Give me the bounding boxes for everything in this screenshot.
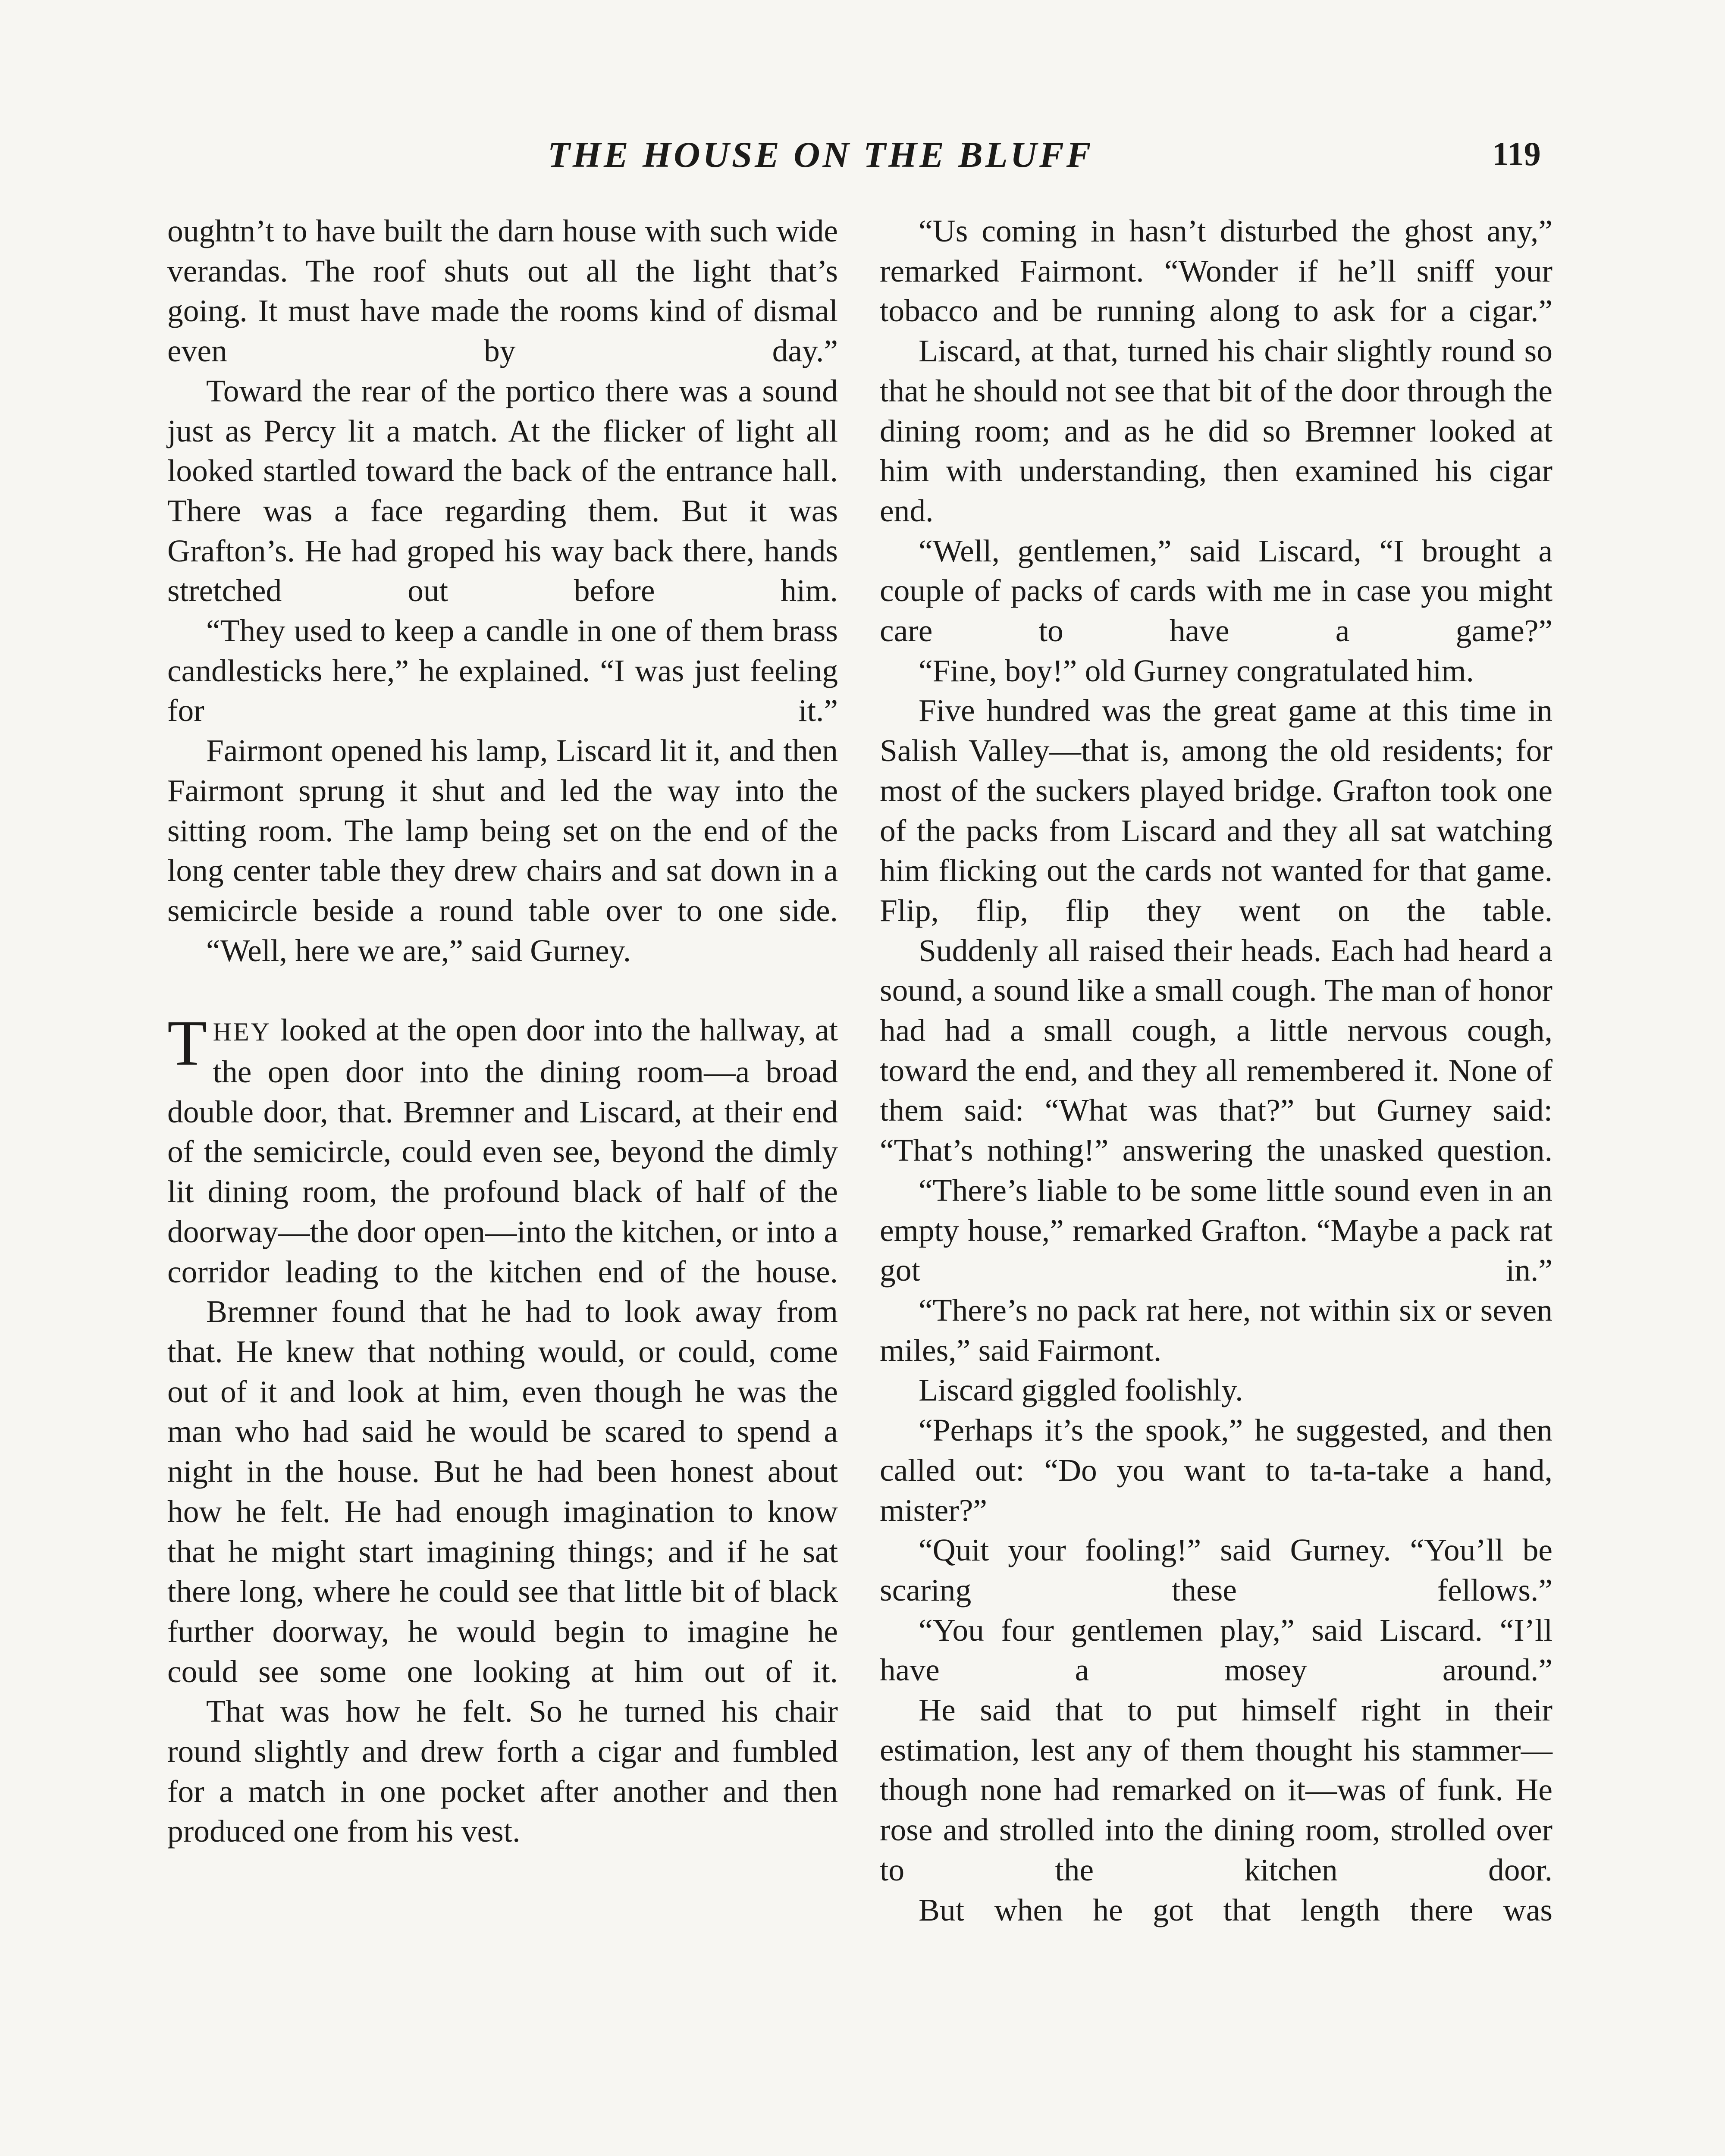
paragraph: “Us coming in hasn’t disturbed the ghost any,” remarked Fairmont. “Wonder if he’ll sniff your tobacco and be running along to ask for a cigar.” <box>880 213 1552 329</box>
paragraph: Suddenly all raised their heads. Each had heard a sound, a sound like a small cough. The man of honor had had a small cough, a little nervous cough, toward the end, and they all remembered it. None of them said: “What was that?” but Gurney said: “That’s nothing!” answering the unasked question. <box>880 933 1552 1168</box>
small-caps-lead: HEY <box>213 1018 271 1047</box>
paragraph: Five hundred was the great game at this time in Salish Valley—that is, among the old residents; for most of the suckers played bridge. Grafton took one of the packs from Liscard and they all sat watching him flicking out the cards not wanted for that game. Flip, flip, flip they went on the table. <box>880 693 1552 928</box>
paragraph: “Perhaps it’s the spook,” he suggested, and then called out: “Do you want to ta-ta-take a hand, mister?” <box>880 1413 1552 1528</box>
paragraph: Liscard giggled foolishly. <box>919 1373 1243 1408</box>
paragraph: “Well, here we are,” said Gurney. <box>206 933 631 968</box>
section-opening-paragraph <box>167 1007 838 1292</box>
paragraph: Bremner found that he had to look away from that. He knew that nothing would, or could, come out of it and look at him, even though he was the man who had said he would be scared to spend a night in the house. But he had been honest about how he felt. He had enough imagination to know that he might start imagining things; and if he sat there long, where he could see that little bit of black further doorway, he would begin to imagine he could see some one looking at him out of it. <box>167 1294 838 1689</box>
paragraph: That was how he felt. So he turned his chair round slightly and drew forth a cigar and fumbled for a match in one pocket after another and then produced one from his vest. <box>167 1694 838 1849</box>
paragraph: “Quit your fooling!” said Gurney. “You’ll be scaring these fellows.” <box>880 1532 1552 1608</box>
paragraph: Liscard, at that, turned his chair slightly round so that he should not see that bit of the door through the dining room; and as he did so Bremner looked at him with understanding, then examined his cigar end. <box>880 333 1552 528</box>
paragraph: He said that to put himself right in their estimation, lest any of them thought his stammer—though none had remarked on it—was of funk. He rose and strolled into the dining room, strolled over to the kitchen door. <box>880 1692 1552 1887</box>
page-number: 119 <box>1492 135 1541 172</box>
paragraph: oughtn’t to have built the darn house with such wide verandas. The roof shuts out all the light that’s going. It must have made the rooms kind of dismal even by day.” <box>167 213 838 369</box>
paragraph: “Well, gentlemen,” said Liscard, “I brought a couple of packs of cards with me in case you might care to have a game?” <box>880 533 1552 649</box>
paragraph: Fairmont opened his lamp, Liscard lit it, and then Fairmont sprung it shut and led the way into the sitting room. The lamp being set on the end of the long center table they drew chairs and sat down in a semicircle beside a round table over to one side. <box>167 733 838 928</box>
paragraph: “There’s no pack rat here, not within six or seven miles,” said Fairmont. <box>880 1292 1552 1368</box>
paragraph: Toward the rear of the portico there was a sound just as Percy lit a match. At the flicker of light all looked startled toward the back of the entrance hall. There was a face regarding them. But it was Grafton’s. He had groped his way back there, hands stretched out before him. <box>167 373 838 608</box>
drop-cap: T <box>167 1007 207 1079</box>
left-column <box>167 211 838 1852</box>
running-title: THE HOUSE ON THE BLUFF <box>548 135 1094 175</box>
right-column <box>880 211 1552 1930</box>
paragraph: “You four gentlemen play,” said Liscard. “I’ll have a mosey around.” <box>880 1612 1552 1688</box>
paragraph: But when he got that length there was <box>919 1892 1552 1927</box>
paragraph: “Fine, boy!” old Gurney congratulated him. <box>919 653 1474 688</box>
paragraph: “They used to keep a candle in one of them brass candlesticks here,” he explained. “I was just feeling for it.” <box>167 613 838 728</box>
paragraph-text: looked at the open door into the hallway, at the open door into the dining room—a broad double door, that. Bremner and Liscard, at their end of the semicircle, could even see, beyond the dimly lit dining room, the profound black of half of the doorway—the door open—into the kitchen, or into a corridor leading to the kitchen end of the house. <box>167 1012 838 1289</box>
paragraph: “There’s liable to be some little sound even in an empty house,” remarked Grafton. “Maybe a pack rat got in.” <box>880 1172 1552 1288</box>
